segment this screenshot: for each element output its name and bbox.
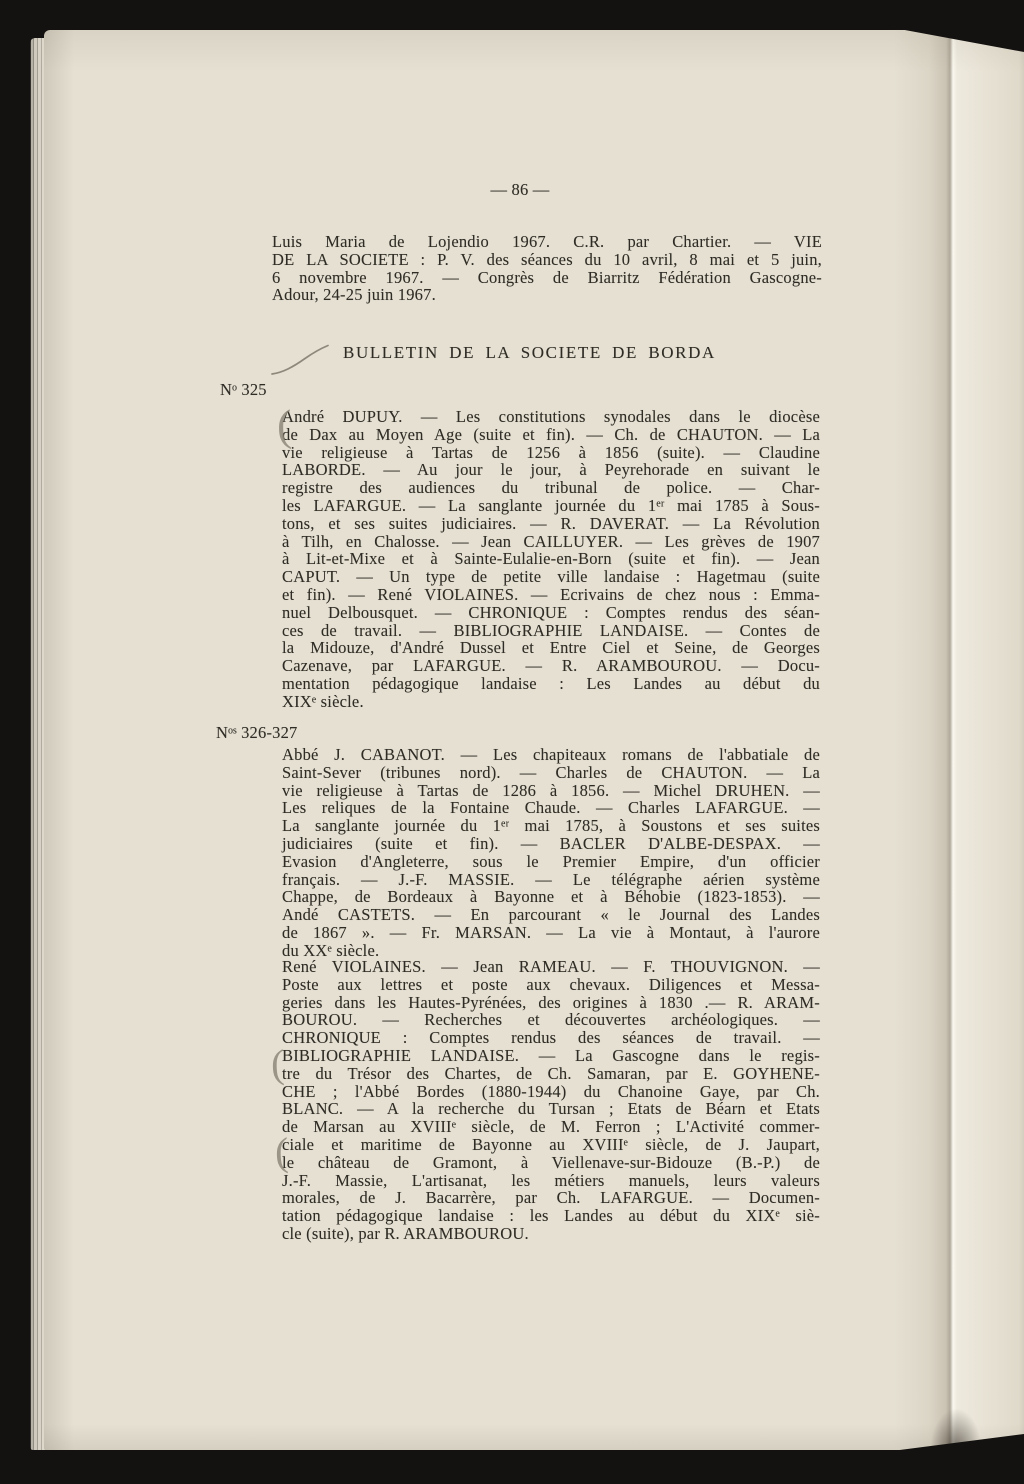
text-line: le château de Gramont, à Viellenave-sur-Bidouze (B.-P.) de xyxy=(282,1152,820,1172)
issue-326-327-summary-part1 xyxy=(282,746,820,960)
text-line: La sanglante journée du 1ᵉʳ mai 1785, à Soustons et ses suites xyxy=(282,816,820,836)
text-line: BIBLIOGRAPHIE LANDAISE. — La Gascogne dans le regis- xyxy=(282,1045,820,1065)
text-line: Saint-Sever (tribunes nord). — Charles de CHAUTON. — La xyxy=(282,762,820,782)
intro-paragraph xyxy=(272,233,822,304)
text-line: Andé CASTETS. — En parcourant « le Journal des Landes xyxy=(282,905,820,925)
pencil-check-mark xyxy=(265,340,335,382)
text-line: tation pédagogique landaise : les Landes au début du XIXᵉ siè- xyxy=(282,1206,820,1226)
text-line: français. — J.-F. MASSIE. — Le télégraphe aérien système xyxy=(282,869,820,889)
text-line: tons, et ses suites judiciaires. — R. DAVERAT. — La Révolution xyxy=(282,513,820,533)
text-line: geries dans les Hautes-Pyrénées, des origines à 1830 .— R. ARAM- xyxy=(282,992,820,1012)
text-line: 6 novembre 1967. — Congrès de Biarritz Fédération Gascogne- xyxy=(272,267,822,287)
pencil-parenthesis-mark: ( xyxy=(274,1128,290,1175)
text-line: vie religieuse à Tartas de 1256 à 1856 (suite). — Claudine xyxy=(282,442,820,462)
text-line: Chappe, de Bordeaux à Bayonne et à Béhobie (1823-1853). — xyxy=(282,887,820,907)
text-line: BOUROU. — Recherches et découvertes archéologiques. — xyxy=(282,1010,820,1030)
text-line: nuel Delbousquet. — CHRONIQUE : Comptes rendus des séan- xyxy=(282,602,820,622)
text-line: de 1867 ». — Fr. MARSAN. — La vie à Montaut, à l'aurore xyxy=(282,922,820,942)
text-line: vie religieuse à Tartas de 1286 à 1856. — Michel DRUHEN. — xyxy=(282,780,820,800)
text-line: J.-F. Massie, L'artisanat, les métiers manuels, leurs valeurs xyxy=(282,1170,820,1190)
text-line: CAPUT. — Un type de petite ville landaise : Hagetmau (suite xyxy=(282,567,820,587)
text-line: Abbé J. CABANOT. — Les chapiteaux romans de l'abbatiale de xyxy=(282,745,820,764)
text-line: tre du Trésor des Chartes, de Ch. Samaran, par E. GOYHENE- xyxy=(282,1063,820,1083)
text-line: LABORDE. — Au jour le jour, à Peyrehorade en suivant le xyxy=(282,460,820,480)
issue-label-326-327: Nᵒˢ 326-327 xyxy=(216,723,298,742)
text-line: la Midouze, d'André Dussel et Entre Ciel et Seine, de Georges xyxy=(282,638,820,658)
issue-325-summary xyxy=(282,408,820,711)
text-line: Cazenave, par LAFARGUE. — R. ARAMBOUROU. — Docu- xyxy=(282,656,820,676)
text-line: de Dax au Moyen Age (suite et fin). — Ch. de CHAUTON. — La xyxy=(282,424,820,444)
issue-326-327-summary-part2 xyxy=(282,958,820,1243)
scan-background-bottom xyxy=(0,1450,1024,1484)
text-line: les LAFARGUE. — La sanglante journée du 1ᵉʳ mai 1785 à Sous- xyxy=(282,495,820,515)
page-number: — 86 — xyxy=(490,180,550,199)
text-line: Les reliques de la Fontaine Chaude. — Charles LAFARGUE. — xyxy=(282,798,820,818)
text-line: BLANC. — A la recherche du Tursan ; Etats de Béarn et Etats xyxy=(282,1099,820,1119)
text-line: à Lit-et-Mixe et à Sainte-Eulalie-en-Born (suite et fin). — Jean xyxy=(282,549,820,569)
pencil-parenthesis-mark: ( xyxy=(276,400,293,451)
section-heading: BULLETIN DE LA SOCIETE DE BORDA xyxy=(343,343,716,362)
text-line: Poste aux lettres et poste aux chevaux. Diligences et Messa- xyxy=(282,974,820,994)
text-line: morales, de J. Bacarrère, par Ch. LAFARGUE. — Documen- xyxy=(282,1188,820,1208)
issue-label-325: Nᵒ 325 xyxy=(220,380,267,399)
text-line: mentation pédagogique landaise : Les Landes au début du xyxy=(282,673,820,693)
text-line: ces de travail. — BIBLIOGRAPHIE LANDAISE. — Contes de xyxy=(282,620,820,640)
text-line: CHRONIQUE : Comptes rendus des séances de travail. — xyxy=(282,1028,820,1048)
text-line: XIXᵉ siècle. xyxy=(282,691,364,711)
text-line: DE LA SOCIETE : P. V. des séances du 10 avril, 8 mai et 5 juin, xyxy=(272,249,822,269)
text-line: à Tilh, en Chalosse. — Jean CAILLUYER. — Les grèves de 1907 xyxy=(282,531,820,551)
text-line: Luis Maria de Lojendio 1967. C.R. par Chartier. — VIE xyxy=(272,232,822,251)
text-line: registre des audiences du tribunal de police. — Char- xyxy=(282,478,820,498)
text-line: de Marsan au XVIIIᵉ siècle, de M. Ferron ; L'Activité commer- xyxy=(282,1117,820,1137)
text-line: Evasion d'Angleterre, sous le Premier Empire, d'un officier xyxy=(282,851,820,871)
text-line: judiciaires (suite et fin). — BACLER D'ALBE-DESPAX. — xyxy=(282,833,820,853)
text-line: ciale et maritime de Bayonne au XVIIIᵉ siècle, de J. Jaupart, xyxy=(282,1134,820,1154)
text-line: et fin). — René VIOLAINES. — Ecrivains de chez nous : Emma- xyxy=(282,584,820,604)
text-line: cle (suite), par R. ARAMBOUROU. xyxy=(282,1223,529,1243)
text-line: René VIOLAINES. — Jean RAMEAU. — F. THOUVIGNON. — xyxy=(282,957,820,976)
text-line: CHE ; l'Abbé Bordes (1880-1944) du Chanoine Gaye, par Ch. xyxy=(282,1081,820,1101)
text-line: Adour, 24-25 juin 1967. xyxy=(272,285,436,305)
pencil-parenthesis-mark: ( xyxy=(270,1040,286,1087)
text-line: du XXᵉ siècle. xyxy=(282,940,380,960)
text-line: André DUPUY. — Les constitutions synodales dans le diocèse xyxy=(282,407,820,426)
